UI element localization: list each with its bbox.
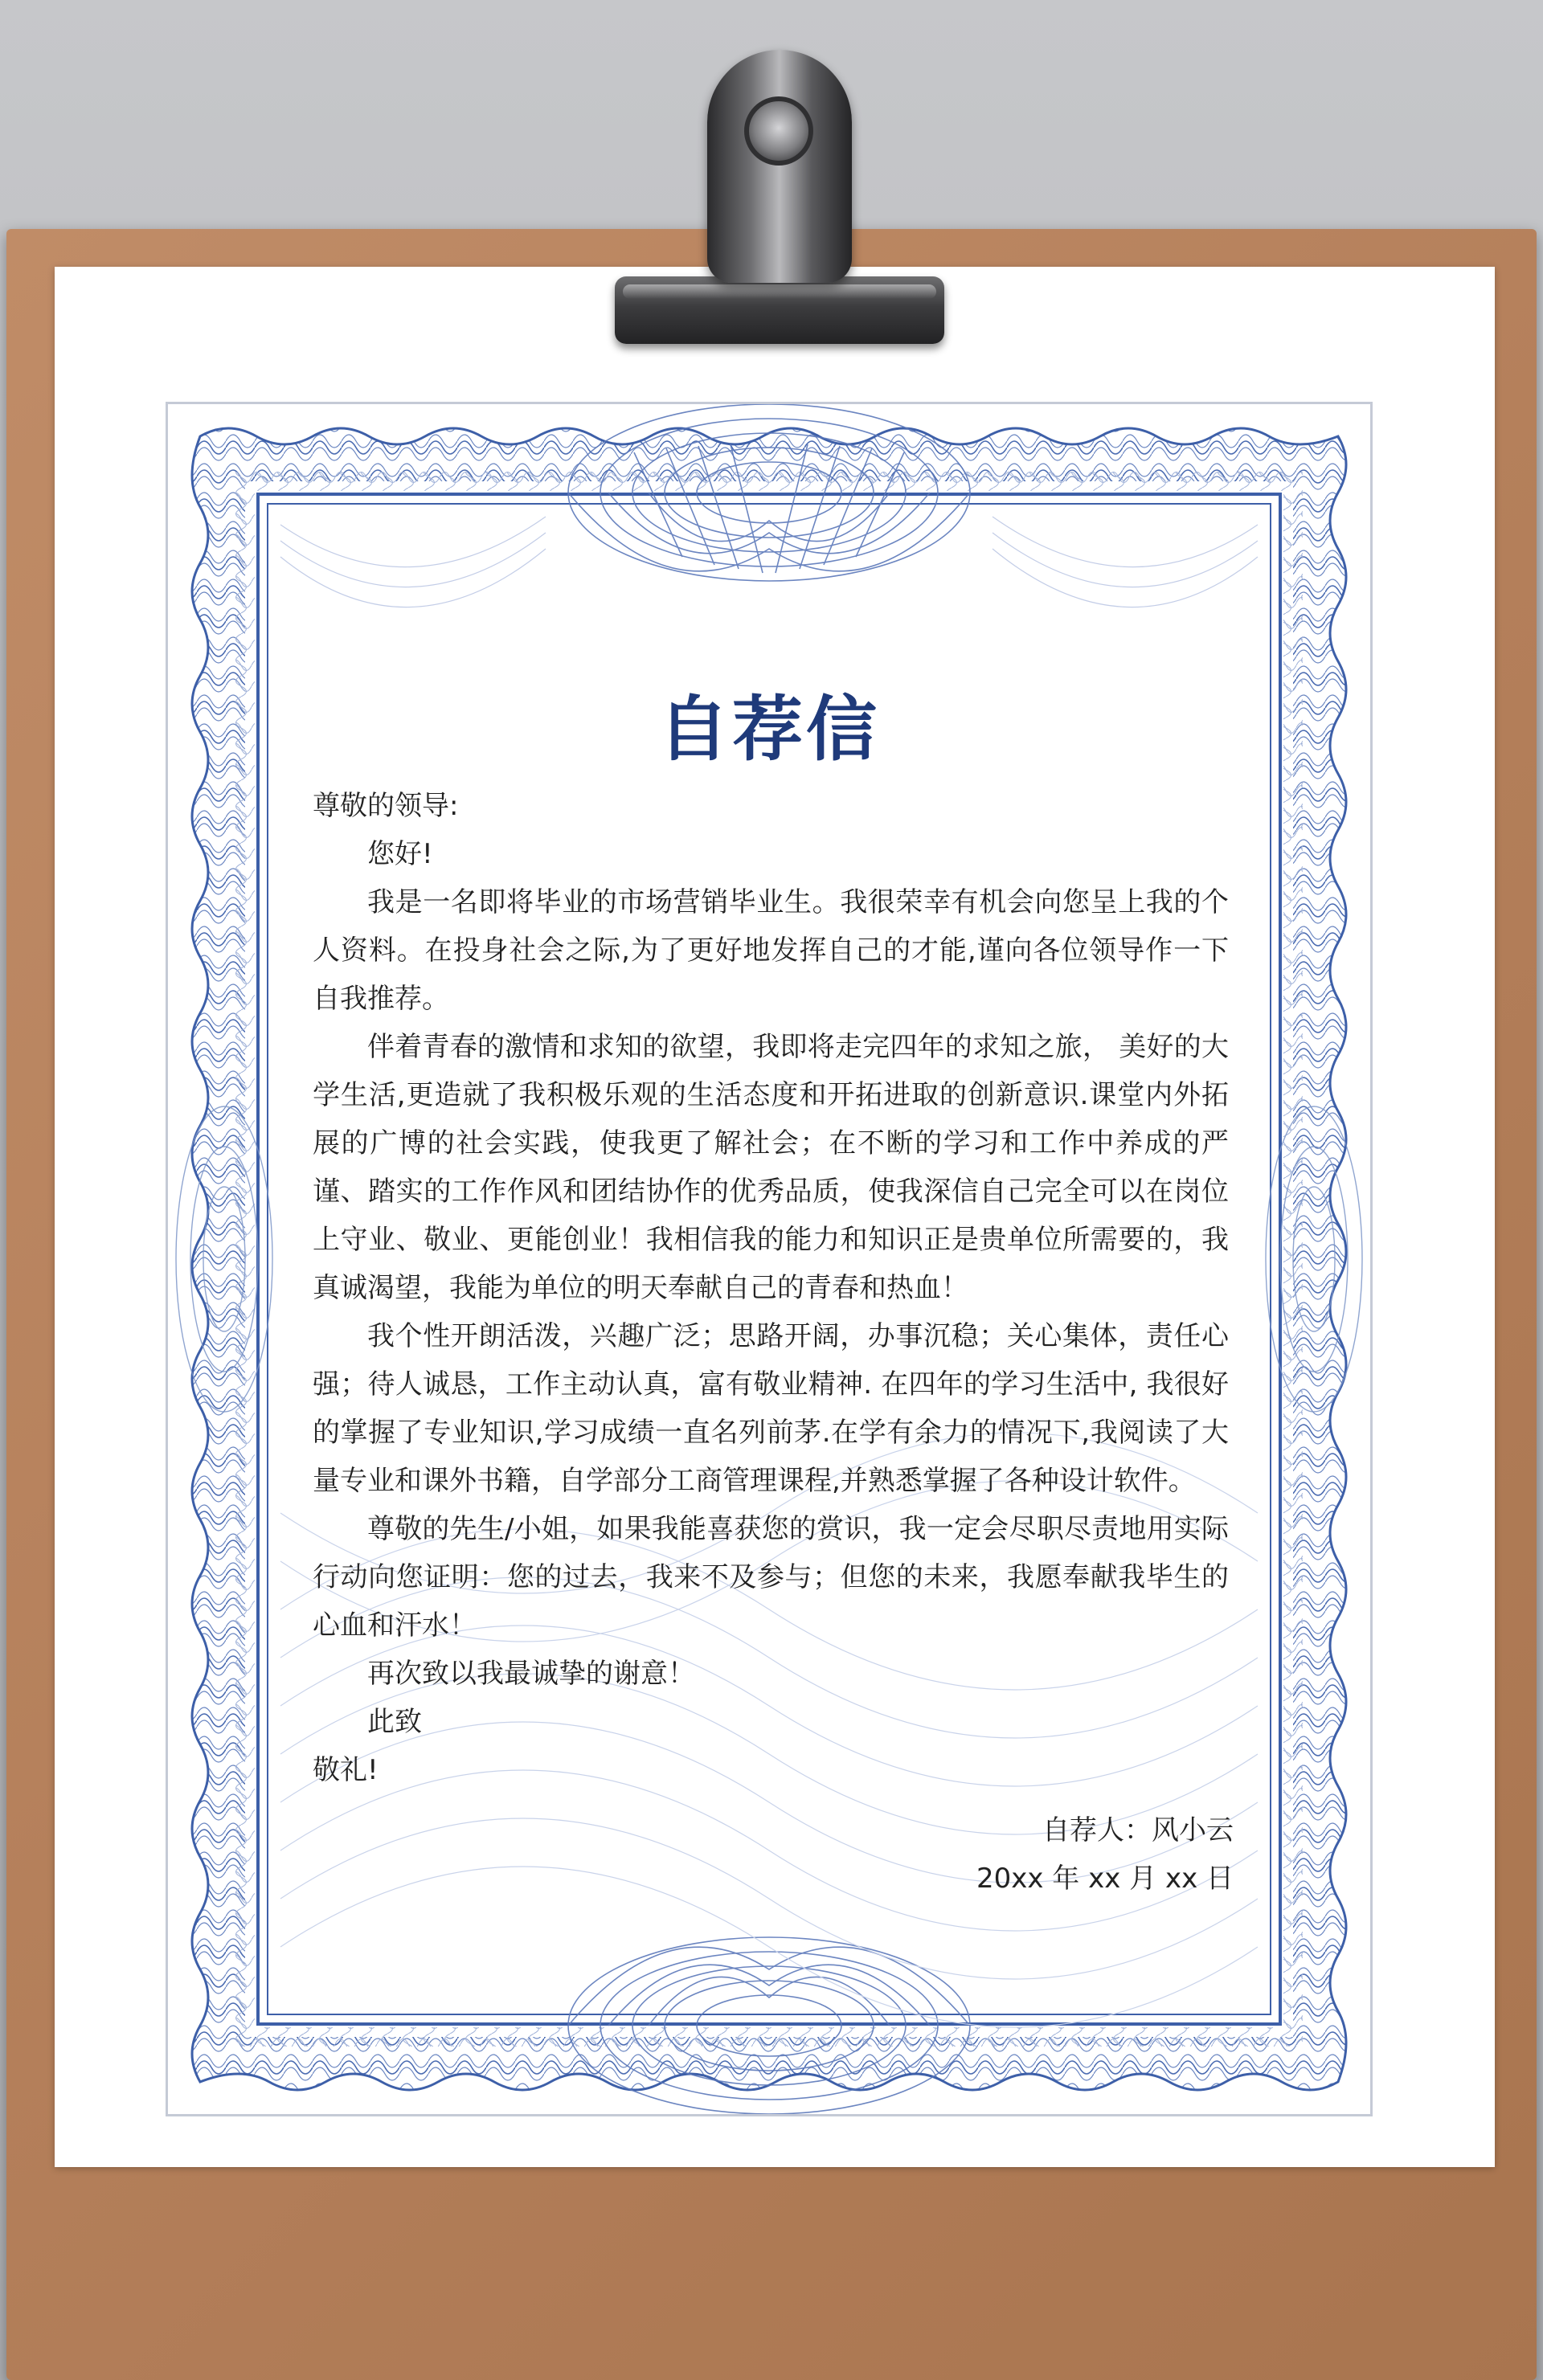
certificate-frame [166, 402, 1373, 2116]
paragraph: 我个性开朗活泼，兴趣广泛；思路开阔，办事沉稳；关心集体，责任心强；待人诚恳，工作主动认真，富有敬业精神. 在四年的学习生活中, 我很好的掌握了专业知识,学习成绩一直名列前茅.在学有余力的情况下,我阅读了大量专业和课外书籍，自学部分工商管理课程,并熟悉掌握了各种设计软件。 [313, 1320, 1229, 1497]
closing-regards: 敬礼! [313, 1754, 379, 1786]
page-title: 自荐信 [657, 687, 880, 771]
binder-clip-base [615, 276, 944, 344]
date: 20xx 年 xx 月 xx 日 [976, 1863, 1234, 1895]
paragraph: 伴着青春的激情和求知的欲望，我即将走完四年的求知之旅， 美好的大学生活,更造就了我积极乐观的生活态度和开拓进取的创新意识.课堂内外拓展的广博的社会实践，使我更了解社会；在不断的学习和工作中养成的严谨、踏实的工作作风和团结协作的优秀品质，使我深信自己完全可以在岗位上守业、敬业、更能创业！我相信我的能力和知识正是贵单位所需要的，我真诚渴望，我能为单位的明天奉献自己的青春和热血！ [313, 1031, 1229, 1304]
binder-clip-handle [707, 50, 852, 283]
salutation: 尊敬的领导: [313, 790, 459, 822]
paragraph: 尊敬的先生/小姐，如果我能喜获您的赏识，我一定会尽职尽责地用实际行动向您证明：您的过去，我来不及参与；但您的未来，我愿奉献我毕生的心血和汗水！ [313, 1513, 1229, 1642]
paragraph: 再次致以我最诚挚的谢意！ [367, 1658, 695, 1690]
signature: 自荐人：风小云 [1042, 1814, 1234, 1846]
letter-body [313, 782, 1229, 1794]
closing-line: 此致 [367, 1706, 422, 1738]
greeting: 您好! [367, 838, 433, 870]
signature-block [976, 1806, 1234, 1903]
binder-clip-hole [744, 96, 813, 166]
paragraph: 我是一名即将毕业的市场营销毕业生。我很荣幸有机会向您呈上我的个人资料。在投身社会之际,为了更好地发挥自己的才能,谨向各位领导作一下自我推荐。 [313, 886, 1229, 1015]
